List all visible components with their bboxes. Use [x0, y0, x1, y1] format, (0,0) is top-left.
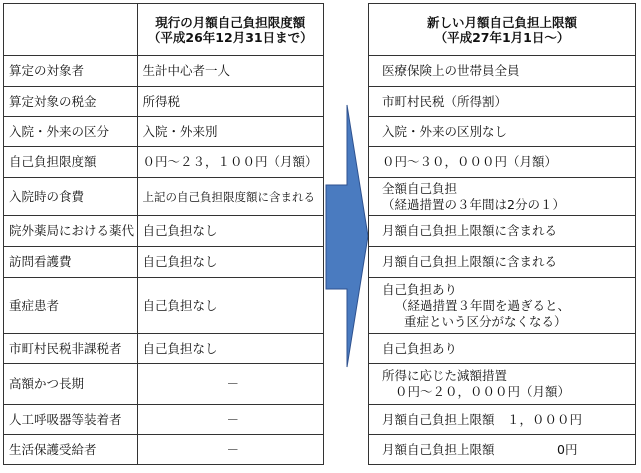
table-row [369, 117, 636, 147]
table-row [4, 278, 324, 334]
new-value: 医療保険上の世帯員全員 [369, 56, 636, 87]
new-value-line: 所得に応じた減額措置 [382, 368, 508, 383]
current-header-cell [137, 4, 324, 56]
new-value: 自己負担あり [369, 334, 636, 364]
current-value: 自己負担なし [137, 247, 324, 278]
table-row [369, 247, 636, 278]
row-label: 市町村民税非課税者 [4, 334, 138, 364]
table-row [4, 178, 324, 216]
new-value-line: ０円～２０，０００円（月額） [395, 384, 571, 399]
transition-arrow-icon [325, 104, 369, 369]
table-row [369, 147, 636, 178]
new-value: 入院・外来の区別なし [369, 117, 636, 147]
new-header-cell [369, 4, 636, 56]
row-label: 生活保護受給者 [4, 435, 138, 465]
new-limits-table [368, 3, 636, 465]
current-value: 入院・外来別 [137, 117, 324, 147]
new-value: 月額自己負担上限額に含まれる [369, 216, 636, 247]
current-value: － [137, 435, 324, 465]
table-row [369, 278, 636, 334]
table-row [369, 87, 636, 117]
new-value-line: 自己負担あり [382, 281, 458, 297]
new-value [369, 278, 636, 334]
row-label: 訪問看護費 [4, 247, 138, 278]
header-empty-cell [4, 4, 138, 56]
row-label: 人工呼吸器等装着者 [4, 405, 138, 435]
row-label: 算定の対象者 [4, 56, 138, 87]
current-header-subtitle: （平成26年12月31日まで） [147, 29, 313, 45]
current-value: 上記の自己負担限度額に含まれる [137, 178, 324, 216]
row-label: 院外薬局における薬代 [4, 216, 138, 247]
current-value: － [137, 405, 324, 435]
table-row [4, 334, 324, 364]
row-label: 自己負担限度額 [4, 147, 138, 178]
current-header-title: 現行の月額自己負担限度額 [155, 14, 306, 30]
table-row [4, 435, 324, 465]
current-value: 所得税 [137, 87, 324, 117]
table-row [4, 364, 324, 405]
table-row [4, 147, 324, 178]
table-row [4, 247, 324, 278]
new-value-line: 全額自己負担 [382, 180, 458, 196]
current-value: 生計中心者一人 [137, 56, 324, 87]
current-value: 自己負担なし [137, 278, 324, 334]
table-row [369, 178, 636, 216]
new-value-line: （経過措置の３年間は2分の１） [382, 196, 565, 212]
new-value: 月額自己負担上限額 １，０００円 [369, 405, 636, 435]
header-row [4, 4, 324, 56]
table-row [369, 334, 636, 364]
current-limits-table [3, 3, 324, 465]
table-row [369, 216, 636, 247]
new-value: 月額自己負担上限額に含まれる [369, 247, 636, 278]
table-row [4, 405, 324, 435]
table-row [4, 56, 324, 87]
new-value-line: （経過措置３年間を過ぎると、 [395, 297, 571, 313]
row-label: 高額かつ長期 [4, 364, 138, 405]
row-label: 算定対象の税金 [4, 87, 138, 117]
table-row [4, 87, 324, 117]
current-value: ０円～２３，１００円（月額） [137, 147, 324, 178]
table-row [369, 364, 636, 405]
new-value-line: 重症という区分がなくなる） [404, 313, 567, 329]
row-label: 入院時の食費 [4, 178, 138, 216]
new-header-title: 新しい月額自己負担上限額 [426, 14, 577, 30]
new-header-subtitle: （平成27年1月1日～） [434, 29, 570, 45]
new-value: ０円～３０，０００円（月額） [369, 147, 636, 178]
new-value [369, 178, 636, 216]
table-row [4, 117, 324, 147]
new-value: 月額自己負担上限額 0円 [369, 435, 636, 465]
current-value: 自己負担なし [137, 334, 324, 364]
current-value: 自己負担なし [137, 216, 324, 247]
new-value [369, 364, 636, 405]
table-row [369, 435, 636, 465]
table-row [369, 405, 636, 435]
new-value: 市町村民税（所得割） [369, 87, 636, 117]
header-row [369, 4, 636, 56]
current-value: － [137, 364, 324, 405]
table-row [4, 216, 324, 247]
row-label: 重症患者 [4, 278, 138, 334]
table-row [369, 56, 636, 87]
row-label: 入院・外来の区分 [4, 117, 138, 147]
